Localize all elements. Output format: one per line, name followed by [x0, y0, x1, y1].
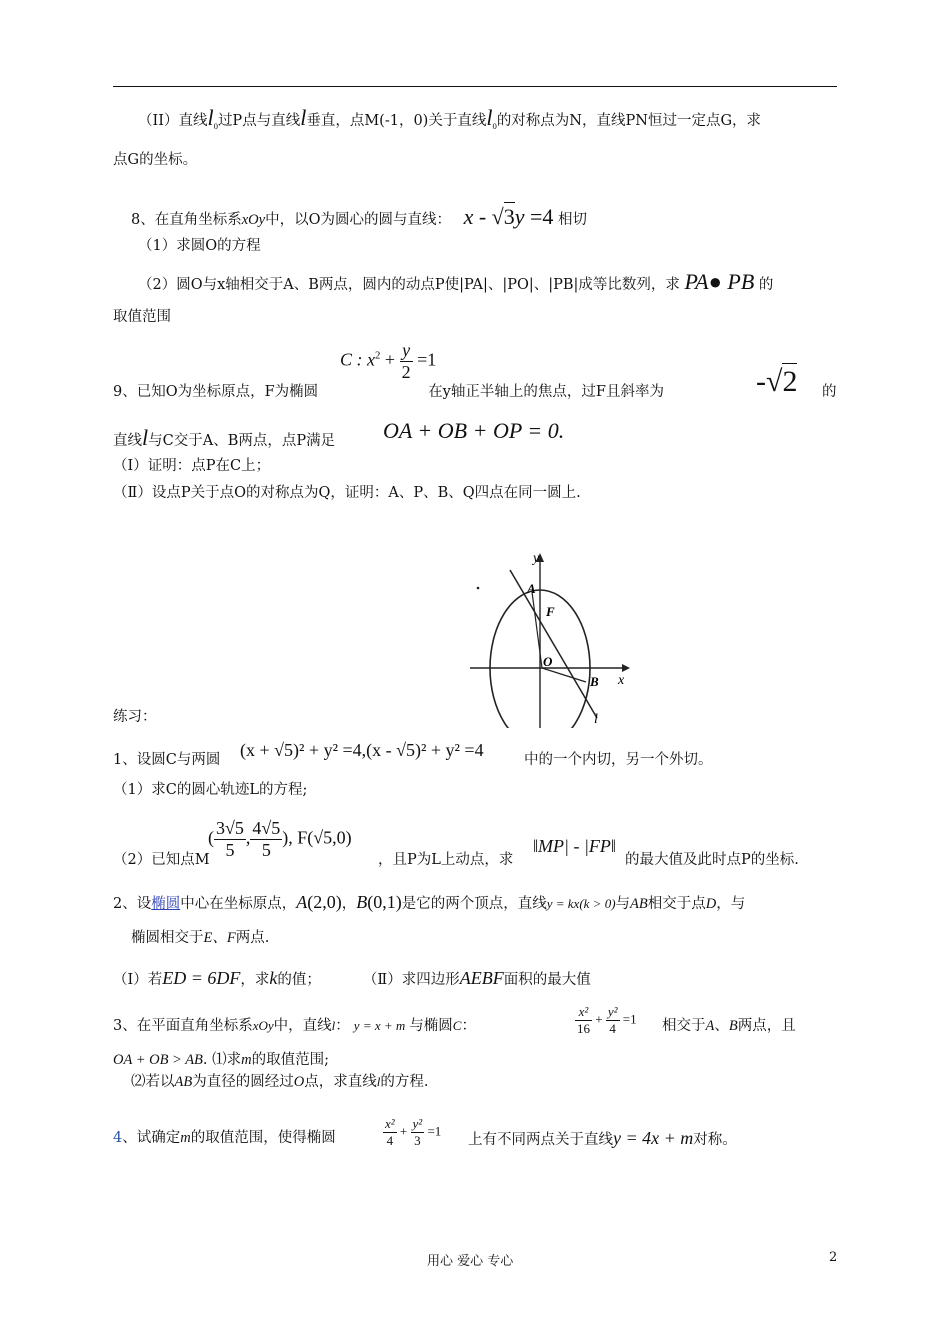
math: 3: [503, 204, 515, 229]
exercise-number: 4: [113, 1130, 123, 1146]
denominator: 4: [386, 1133, 394, 1148]
ex1-point-m: ( $\frac{3√5}{5}$ , $\frac{4√5}{5}$ ), F(√5,0): [208, 818, 352, 860]
text: 与C交于A、B两点，点P满足: [148, 433, 336, 449]
ex2-questions: [113, 968, 591, 990]
denominator: 3: [414, 1133, 421, 1148]
fraction: [214, 818, 246, 861]
math-ab: AB: [630, 896, 648, 912]
p8-q2-cont: 取值范围: [113, 309, 171, 325]
p7-part2-line1: [138, 105, 762, 131]
numerator: y²: [607, 1004, 618, 1019]
text: 两点.: [235, 930, 270, 946]
ex1-line1-end: 中的一个内切，另一个外切。: [524, 752, 713, 768]
math-l0: l: [207, 105, 214, 130]
denominator: 4: [609, 1021, 616, 1036]
ex4-line1: [113, 1128, 336, 1148]
numerator: 4√5: [252, 818, 281, 838]
fraction: [383, 1116, 397, 1149]
math-ed: ED = 6DF: [162, 968, 241, 988]
math-sub: 0: [213, 120, 218, 131]
text: 的对称点为N，直线PN恒过一定点G，求: [496, 113, 762, 129]
math: +: [380, 349, 400, 370]
ex3-line3: [131, 1072, 428, 1092]
text: 3、在平面直角坐标系: [113, 1018, 253, 1034]
page-number: 2: [829, 1250, 838, 1265]
text: 过P点与直线: [217, 113, 301, 129]
text: 1、设圆C与两圆: [113, 752, 221, 768]
label-b: B: [590, 674, 599, 689]
text: 点，求直线: [304, 1074, 377, 1090]
text: ，: [341, 896, 357, 912]
text: 的方程.: [380, 1074, 429, 1090]
label-f: F: [546, 604, 555, 619]
fraction: [606, 1004, 620, 1037]
math: C : x: [340, 349, 375, 370]
p9-vector-equation: OA + OB + OP = 0.: [383, 418, 565, 443]
fraction: [400, 340, 413, 383]
text: 垂直，点M(-1，0)关于直线: [306, 113, 487, 129]
text: ：: [335, 1018, 350, 1034]
math-m: m: [241, 1052, 252, 1068]
math: =4: [524, 204, 554, 229]
math: =1: [412, 349, 437, 370]
ellipse-link[interactable]: 椭圆: [151, 896, 181, 912]
p9-q2: （Ⅱ）设点P关于点O的对称点为Q，证明：A、P、B、Q四点在同一圆上.: [113, 485, 581, 501]
p9-line1-end: 的: [822, 384, 837, 400]
text: 中心在坐标原点，: [180, 896, 297, 912]
p7-part2-line2: 点G的坐标。: [113, 152, 198, 168]
ex3-line1: [113, 1016, 476, 1036]
math: x: [463, 204, 474, 229]
label-x: x: [618, 673, 625, 688]
ex1-abs-expr: ‖MP| - |FP‖: [533, 836, 616, 856]
p9-ellipse-equation: [340, 340, 436, 383]
text: 中，以O为圆心的圆与直线：: [265, 212, 451, 228]
p9-q1: （Ⅰ）证明：点P在C上；: [113, 458, 271, 474]
text: 9、已知O为坐标原点，F为椭圆: [113, 384, 319, 400]
numerator: 3√5: [216, 818, 244, 838]
text: 的值；: [277, 972, 321, 988]
ex2-line2: [131, 928, 269, 948]
practice-title: 练习：: [113, 709, 157, 725]
p9-line2: [113, 425, 336, 451]
denominator: 5: [225, 840, 235, 860]
fraction: [575, 1004, 592, 1037]
ex1-q2-start: （2）已知点M: [113, 852, 210, 868]
ex1-line1: [113, 750, 220, 770]
text: 、: [714, 1018, 729, 1034]
text: 在y轴正半轴上的焦点，过F且斜率为: [428, 384, 664, 400]
text: 与: [615, 896, 631, 912]
math-ef: E、F: [203, 930, 236, 946]
math-m: m: [180, 1130, 191, 1146]
math: 2: [375, 349, 381, 362]
text: ，与: [716, 896, 746, 912]
text: 的取值范围;: [251, 1052, 330, 1068]
math-l: l: [376, 1074, 381, 1089]
text: 中，直线: [273, 1018, 332, 1034]
text: 为直径的圆经过: [192, 1074, 294, 1090]
math-b: B: [728, 1018, 738, 1034]
p8-q2: [138, 269, 774, 295]
text: 面积的最大值: [503, 972, 591, 988]
math-sub: 0: [492, 120, 497, 131]
text: 相交于: [662, 1018, 706, 1034]
label-l: l: [594, 712, 598, 727]
text: 椭圆相交于: [131, 930, 204, 946]
p9-slope: -√2: [756, 365, 798, 398]
math-aebf: AEBF: [459, 968, 504, 988]
math-b: B(0,1): [356, 892, 402, 912]
header-rule: [113, 86, 837, 87]
math-d: D: [705, 896, 717, 912]
math: -: [756, 365, 766, 398]
math-line: y = x + m: [353, 1018, 406, 1033]
ex2-line1: [113, 892, 745, 914]
math: y: [514, 204, 525, 229]
p8-q1: （1）求圆O的方程: [138, 238, 261, 254]
text: 8、在直角坐标系: [131, 212, 242, 228]
ex3-ellipse-equation: $\frac{\text{x²}}{16}$ + $\frac{\text{y²}}{4}$ =1: [577, 1004, 637, 1036]
ex1-q1: （1）求C的圆心轨迹L的方程;: [113, 782, 308, 798]
math-vector-product: PA● PB: [684, 269, 755, 294]
text: 与椭圆: [409, 1018, 453, 1034]
math-c: C: [452, 1018, 462, 1033]
math-line: y = kx(k > 0): [546, 896, 616, 911]
label-y: y: [533, 551, 540, 566]
math-k: k: [269, 968, 278, 988]
math: 2: [782, 365, 798, 398]
text: ，求: [240, 972, 270, 988]
ex1-q2-end: 的最大值及此时点P的坐标.: [625, 852, 799, 868]
text: 、试确定: [122, 1130, 181, 1146]
denominator: 16: [577, 1021, 590, 1036]
segment-ob: [542, 668, 586, 682]
math-l0: l: [486, 105, 493, 130]
text: . ⑴求: [202, 1052, 242, 1068]
text: （2）圆O与x轴相交于A、B两点，圆内的动点P使|PA|、|PO|、|PB|成等比数列，求: [138, 277, 680, 293]
math: ), F(√5,0): [282, 827, 352, 848]
text: 直线: [113, 433, 142, 449]
numerator: y²: [412, 1116, 423, 1131]
numerator: y: [400, 340, 413, 362]
math-inequality: OA + OB > AB: [113, 1052, 203, 1068]
denominator: 2: [401, 362, 411, 382]
stray-dot: [477, 587, 480, 590]
ex1-q2-mid: ，且P为L上动点，求: [378, 852, 514, 868]
text: 相切: [558, 212, 588, 228]
denominator: 5: [261, 840, 271, 860]
math-xoy: xOy: [252, 1018, 274, 1033]
text: 相交于点: [647, 896, 706, 912]
math-line: y = 4x + m: [613, 1128, 694, 1148]
fraction: [411, 1116, 425, 1149]
ex4-ellipse-equation: $\frac{\text{x²}}{4}$ + $\frac{\text{y²}}{3}$ =1: [385, 1116, 442, 1148]
math-o: O: [293, 1074, 305, 1090]
ex4-line1-end: [468, 1128, 737, 1150]
math-ab: AB: [174, 1074, 193, 1090]
text: 的取值范围，使得椭圆: [190, 1130, 336, 1146]
ex3-line2: [113, 1050, 329, 1070]
math-l: l: [300, 105, 307, 130]
text: （Ⅰ）若: [113, 972, 163, 988]
text: （Ⅱ）求四边形: [362, 972, 460, 988]
p8-line1: [131, 204, 588, 230]
math: -: [473, 204, 492, 229]
math-a: A(2,0): [296, 892, 342, 912]
fraction: [250, 818, 282, 861]
text: ⑵若以: [131, 1074, 175, 1090]
text: 对称。: [693, 1132, 737, 1148]
text: 上有不同两点关于直线: [468, 1132, 613, 1148]
ex3-line1-end: [662, 1016, 796, 1036]
text: ：: [461, 1018, 476, 1034]
numerator: x²: [385, 1116, 395, 1131]
math: =1: [622, 1011, 637, 1027]
text: 2、设: [113, 896, 152, 912]
ellipse-figure: [470, 548, 635, 728]
label-o: O: [543, 654, 553, 669]
math-xoy: xOy: [241, 212, 266, 228]
p9-line1: [113, 382, 664, 402]
ex1-circles-equation: (x + √5)² + y² =4,(x - √5)² + y² =4: [240, 740, 484, 760]
math-a: A: [705, 1018, 715, 1034]
text: 两点，且: [737, 1018, 796, 1034]
p8-line-equation: x - √3y =4: [463, 204, 554, 229]
numerator: x²: [575, 1004, 592, 1021]
text: 的: [758, 277, 774, 293]
math-l: l: [331, 1018, 336, 1033]
text: （II）直线: [138, 113, 208, 129]
footer-center: 用心 爱心 专心: [427, 1254, 514, 1269]
x-axis-arrow: [622, 664, 630, 672]
math: =1: [427, 1123, 442, 1139]
math-l: l: [142, 425, 149, 450]
label-a: A: [527, 581, 536, 596]
text: 是它的两个顶点，直线: [401, 896, 547, 912]
